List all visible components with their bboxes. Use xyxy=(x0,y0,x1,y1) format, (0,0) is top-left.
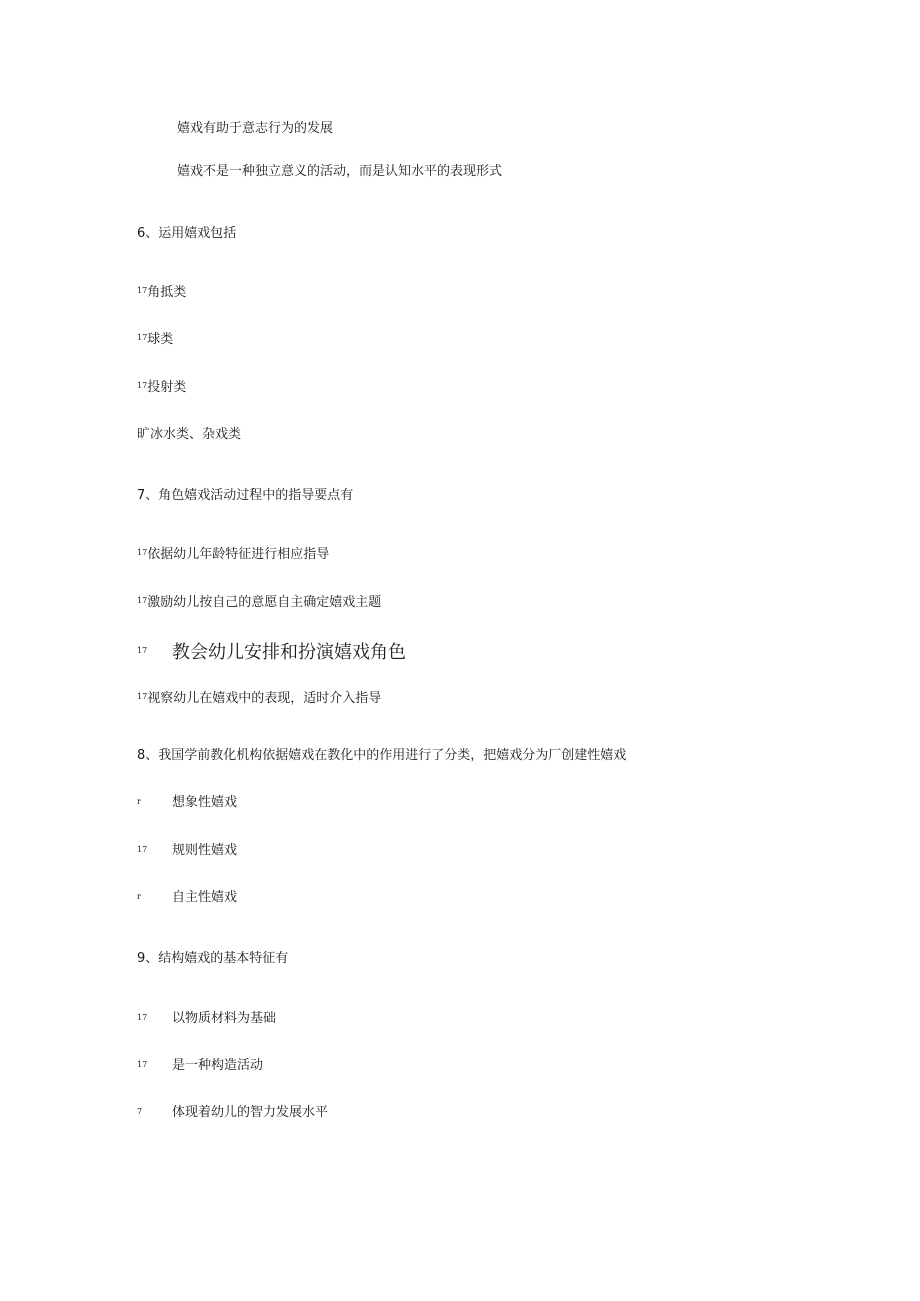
option-marker: 17 xyxy=(137,646,148,655)
q6-option-4 xyxy=(137,425,241,445)
option-marker: r xyxy=(137,892,141,901)
option-marker: 17 xyxy=(137,548,148,557)
option-text: 冰水类、杂戏类 xyxy=(150,427,242,442)
q5-option-2: 嬉戏不是一种独立意义的活动，而是认知水平的表现形式 xyxy=(177,164,503,179)
q6-option-3 xyxy=(137,378,186,398)
q9-option-3: 体现着幼儿的智力发展水平 xyxy=(172,1105,329,1120)
q6-option-2 xyxy=(137,330,173,350)
q9-option-2: 是一种构造活动 xyxy=(172,1058,264,1073)
q7-option-1 xyxy=(137,545,329,565)
q8-option-1: 想象性嬉戏 xyxy=(172,795,238,810)
option-marker: 17 xyxy=(137,845,148,854)
option-marker: 旷 xyxy=(137,427,151,442)
q9-option-1: 以物质材料为基础 xyxy=(172,1011,277,1026)
option-marker: 17 xyxy=(137,381,148,390)
option-marker: 17 xyxy=(137,1013,148,1022)
option-marker: 17 xyxy=(137,596,148,605)
q9-title: 9、结构嬉戏的基本特征有 xyxy=(137,951,289,966)
option-text: 球类 xyxy=(147,332,174,347)
option-text: 激励幼儿按自己的意愿自主确定嬉戏主题 xyxy=(147,595,382,610)
option-text: 角抵类 xyxy=(147,285,187,300)
q7-title: 7、角色嬉戏活动过程中的指导要点有 xyxy=(137,488,354,503)
q7-option-3: 教会幼儿安排和扮演嬉戏角色 xyxy=(172,642,406,663)
q6-option-1 xyxy=(137,283,186,303)
option-marker: 17 xyxy=(137,692,148,701)
q7-option-4 xyxy=(137,689,381,709)
q8-title: 8、我国学前教化机构依据嬉戏在教化中的作用进行了分类，把嬉戏分为厂创建性嬉戏 xyxy=(137,748,627,763)
q8-option-2: 规则性嬉戏 xyxy=(172,843,238,858)
option-marker: 17 xyxy=(137,286,148,295)
option-text: 投射类 xyxy=(147,380,187,395)
q8-option-3: 自主性嬉戏 xyxy=(172,890,238,905)
option-marker: 7 xyxy=(137,1107,143,1116)
option-marker: 17 xyxy=(137,1060,148,1069)
option-marker: 17 xyxy=(137,333,148,342)
q7-option-2 xyxy=(137,593,381,613)
option-marker: r xyxy=(137,797,141,806)
option-text: 依据幼儿年龄特征进行相应指导 xyxy=(147,547,330,562)
q5-option-1: 嬉戏有助于意志行为的发展 xyxy=(177,121,334,136)
option-text: 视察幼儿在嬉戏中的表现，适时介入指导 xyxy=(147,691,382,706)
q6-title: 6、运用嬉戏包括 xyxy=(137,226,237,241)
